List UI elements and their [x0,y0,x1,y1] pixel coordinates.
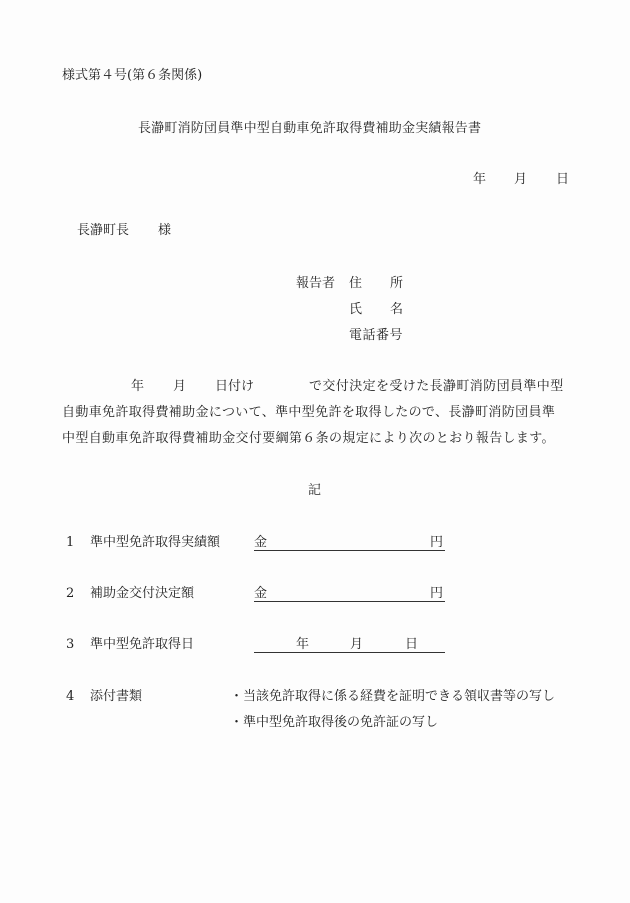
form-number: 様式第４号(第６条関係) [62,68,203,83]
amount-suffix: 円 [430,586,444,601]
amount-field-underline[interactable] [254,601,445,602]
amount-prefix: 金 [254,586,268,601]
amount-suffix: 円 [430,535,444,550]
attachment-license-copy: ・準中型免許取得後の免許証の写し [230,715,439,730]
item-number: 3 [66,637,75,652]
addressee-name: 長瀞町長 [77,223,130,238]
item-number: 1 [66,535,75,550]
item-label: 準中型免許取得実績額 [90,535,221,550]
body-line-3: 中型自動車免許取得費補助金交付要綱第６条の規定により次のとおり報告します。 [62,431,555,446]
item-number: 2 [66,586,75,601]
date-month-label: 月 [350,637,364,652]
body-line-2: 自動車免許取得費補助金について、準中型免許を取得したので、長瀞町消防団員準 [62,405,556,420]
item-label: 添付書類 [90,689,143,704]
date-field-underline[interactable] [254,652,445,653]
item-label: 補助金交付決定額 [90,586,195,601]
amount-field-underline[interactable] [254,550,445,551]
date-year-label: 年 [473,172,487,187]
date-month-label: 月 [514,172,528,187]
phone-label: 電話番号 [349,328,404,343]
address-label-1: 住 [349,276,363,291]
reporter-label: 報告者 [296,276,336,291]
name-label-1: 氏 [349,302,363,317]
amount-prefix: 金 [254,535,268,550]
grant-year-label: 年 [131,379,145,394]
document-title: 長瀞町消防団員準中型自動車免許取得費補助金実績報告書 [138,121,482,136]
grant-month-label: 月 [173,379,187,394]
item-number: 4 [66,689,75,704]
name-label-2: 名 [390,302,404,317]
address-label-2: 所 [390,276,404,291]
attachment-receipt: ・当該免許取得に係る経費を証明できる領収書等の写し [230,689,556,704]
item-label: 準中型免許取得日 [90,637,195,652]
date-day-label: 日 [405,637,419,652]
ki-heading: 記 [308,483,322,498]
grant-day-label: 日付け [215,379,255,394]
date-year-label: 年 [296,637,310,652]
body-line-1: で交付決定を受けた長瀞町消防団員準中型 [309,379,564,394]
date-day-label: 日 [556,172,570,187]
addressee-honorific: 様 [158,223,172,238]
